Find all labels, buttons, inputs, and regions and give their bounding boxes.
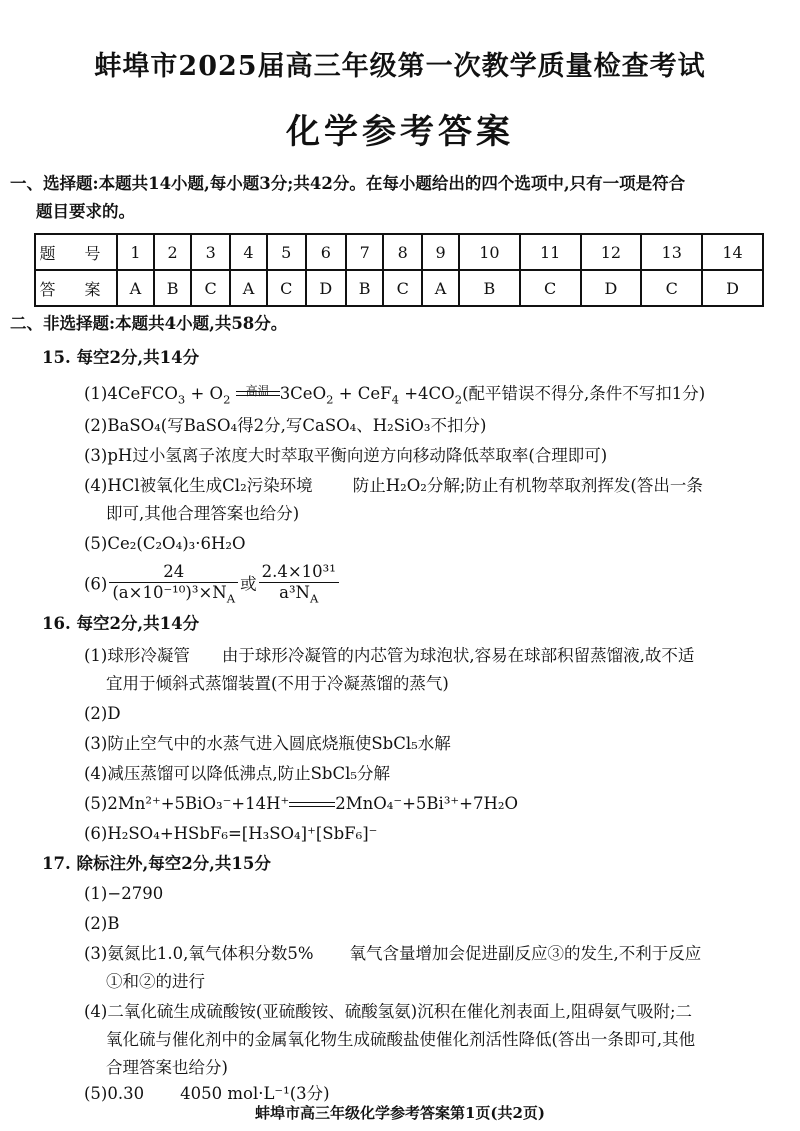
q15-a1-reactant: (1)4CeFCO — [84, 384, 178, 403]
q15-a4-part2: 防止H₂O₂分解;防止有机物萃取剂挥发(答出一条 — [352, 476, 703, 495]
table-cell: D — [581, 270, 642, 306]
row-label-number: 题 号 — [35, 234, 117, 270]
q16-answer-5 — [84, 792, 518, 816]
q17-answer-4: (4)二氧化硫生成硫酸铵(亚硫酸铵、硫酸氢氨)沉积在催化剂表面上,阻碍氨气吸附;二 — [84, 1002, 693, 1021]
q17-answer-2: (2)B — [84, 914, 120, 933]
table-cell: C — [267, 270, 306, 306]
q16-a5-right: 2MnO₄⁻+5Bi³⁺+7H₂O — [335, 794, 518, 813]
table-cell: C — [641, 270, 702, 306]
q15-a4-part1: (4)HCl被氧化生成Cl₂污染环境 — [84, 476, 313, 495]
q16-title: 16. 每空2分,共14分 — [42, 614, 200, 633]
q16-answer-3: (3)防止空气中的水蒸气进入圆底烧瓶使SbCl₅水解 — [84, 734, 451, 753]
table-cell: 10 — [459, 234, 520, 270]
table-cell: 1 — [117, 234, 154, 270]
table-cell: 7 — [346, 234, 383, 270]
table-cell: 5 — [267, 234, 306, 270]
q15-answer-2: (2)BaSO₄(写BaSO₄得2分,写CaSO₄、H₂SiO₃不扣分) — [84, 416, 487, 435]
section1-heading-cont: 题目要求的。 — [36, 202, 135, 221]
q17-answer-3-cont: ①和②的进行 — [106, 972, 205, 991]
q17-answer-4-cont2: 合理答案也给分) — [106, 1058, 228, 1077]
table-cell: B — [459, 270, 520, 306]
table-cell: A — [117, 270, 154, 306]
table-cell: B — [346, 270, 383, 306]
table-cell: 11 — [520, 234, 581, 270]
q17-a3-part1: (3)氨氮比1.0,氧气体积分数5% — [84, 944, 314, 963]
table-cell: 13 — [641, 234, 702, 270]
q16-answer-2: (2)D — [84, 704, 121, 723]
q15-answer-4 — [84, 474, 703, 498]
table-cell: C — [191, 270, 230, 306]
table-cell: 14 — [702, 234, 763, 270]
fraction-1: $\frac{24}{(a\times 10^{-10})^3\times N_A}$ — [109, 562, 238, 608]
table-cell: C — [383, 270, 422, 306]
q15-a6-label: (6) — [84, 574, 108, 594]
section2-heading: 二、非选择题:本题共4小题,共58分。 — [10, 314, 288, 333]
q17-title: 17. 除标注外,每空2分,共15分 — [42, 854, 271, 873]
q15-title: 15. 每空2分,共14分 — [42, 348, 200, 367]
answer-table — [34, 233, 764, 307]
q15-a6-or: 或 — [240, 574, 257, 594]
q16-answer-1-cont: 宜用于倾斜式蒸馏装置(不用于冷凝蒸馏的蒸气) — [106, 674, 449, 693]
table-cell: 3 — [191, 234, 230, 270]
q17-answer-3 — [84, 942, 701, 966]
page-footer: 蚌埠市高三年级化学参考答案第1页(共2页) — [254, 1104, 546, 1122]
table-cell: 12 — [581, 234, 642, 270]
q16-a5-left: (5)2Mn²⁺+5BiO₃⁻+14H⁺ — [84, 794, 290, 813]
exam-title: 蚌埠市2025届高三年级第一次教学质量检查考试 — [94, 51, 706, 82]
q16-answer-1 — [84, 644, 694, 668]
q17-a5-part1: (5)0.30 — [84, 1084, 145, 1103]
table-cell: 4 — [230, 234, 267, 270]
subject-title: 化学参考答案 — [286, 112, 514, 152]
equals-sign — [289, 802, 335, 807]
table-row-answers — [35, 270, 763, 306]
q17-answer-1: (1)−2790 — [84, 884, 164, 903]
table-cell: 9 — [422, 234, 459, 270]
q16-answer-6: (6)H₂SO₄+HSbF₆=[H₃SO₄]⁺[SbF₆]⁻ — [84, 824, 378, 843]
q16-a1-part2: 由于球形冷凝管的内芯管为球泡状,容易在球部积留蒸馏液,故不适 — [221, 646, 695, 665]
q16-a1-part1: (1)球形冷凝管 — [84, 646, 190, 665]
table-cell: C — [520, 270, 581, 306]
q15-a1-note: (配平错误不得分,条件不写扣1分) — [462, 384, 706, 403]
q15-answer-3: (3)pH过小氢离子浓度大时萃取平衡向逆方向移动降低萃取率(合理即可) — [84, 446, 608, 465]
table-cell: D — [702, 270, 763, 306]
q15-answer-4-cont: 即可,其他合理答案也给分) — [106, 504, 300, 523]
table-cell: 8 — [383, 234, 422, 270]
row-label-answer: 答 案 — [35, 270, 117, 306]
q15-a1-product: 3CeO — [279, 384, 327, 403]
q15-answer-5: (5)Ce₂(C₂O₄)₃·6H₂O — [84, 534, 246, 553]
fraction-2: $\frac{\text{2.4×10³¹}}{a^3N_A}$ — [259, 562, 339, 608]
q17-answer-4-cont1: 氧化硫与催化剂中的金属氧化物生成硫酸盐使催化剂活性降低(答出一条即可,其他 — [106, 1030, 696, 1049]
q17-a3-part2: 氧气含量增加会促进副反应③的发生,不利于反应 — [349, 944, 702, 963]
q15-answer-6 — [84, 562, 341, 608]
section1-heading: 一、选择题:本题共14小题,每小题3分;共42分。在每小题给出的四个选项中,只有一项是符合 — [10, 174, 686, 193]
table-row-numbers — [35, 234, 763, 270]
table-cell: 6 — [306, 234, 346, 270]
table-cell: B — [154, 270, 191, 306]
table-cell: D — [306, 270, 346, 306]
table-cell: A — [422, 270, 459, 306]
q16-answer-4: (4)减压蒸馏可以降低沸点,防止SbCl₅分解 — [84, 764, 390, 783]
q17-a5-part2: 4050 mol·L⁻¹(3分) — [180, 1084, 330, 1103]
table-cell: 2 — [154, 234, 191, 270]
table-cell: A — [230, 270, 267, 306]
q15-answer-1: (1)4CeFCO$_3$ + $O_2$ 高温 $3CeO_2 + CeF_4 +4CO_2$(配平错误不得分,条件不写扣1分) — [84, 384, 706, 407]
